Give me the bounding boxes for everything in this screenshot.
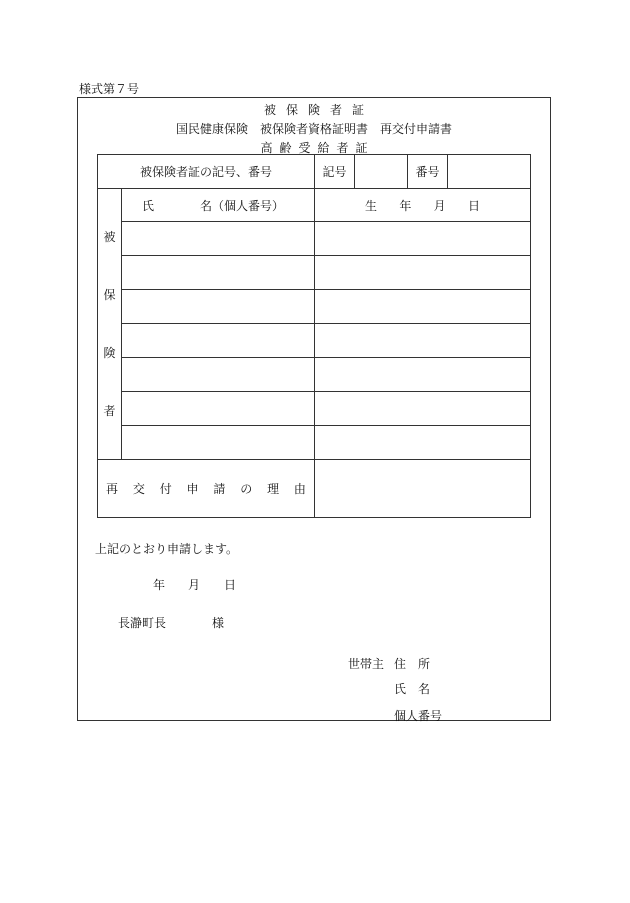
name-header-part: 名（個人番号） xyxy=(200,198,285,213)
reason-char: 請 xyxy=(213,482,226,496)
title-line-1: 被保険者証 xyxy=(263,103,374,117)
addressee: 長瀞町長 xyxy=(118,616,167,630)
side-char: 被 xyxy=(103,230,116,244)
reason-char: 由 xyxy=(293,482,306,496)
birth-header-part: 月 xyxy=(433,198,446,213)
title-line-3: 高齢受給者証 xyxy=(260,141,375,155)
birth-header-part: 生 xyxy=(365,198,378,213)
card-number-label: 被保険者証の記号、番号 xyxy=(98,155,315,189)
name-label: 氏 名 xyxy=(394,682,431,696)
bangou-label: 番号 xyxy=(408,155,448,189)
side-char: 者 xyxy=(103,404,116,418)
birthdate-field[interactable] xyxy=(315,222,531,256)
reason-char: の xyxy=(240,482,253,496)
name-field[interactable] xyxy=(122,426,315,460)
side-char: 保 xyxy=(103,288,116,302)
reason-char: 交 xyxy=(132,482,145,496)
name-field[interactable] xyxy=(122,324,315,358)
reason-char: 付 xyxy=(159,482,172,496)
reason-char: 理 xyxy=(267,482,280,496)
date-day-label: 日 xyxy=(224,578,237,592)
name-field[interactable] xyxy=(122,222,315,256)
birth-header-part: 日 xyxy=(468,198,481,213)
application-table xyxy=(97,154,531,518)
household-head-label: 世帯主 xyxy=(348,657,385,671)
birthdate-field[interactable] xyxy=(315,426,531,460)
birthdate-field[interactable] xyxy=(315,290,531,324)
name-header-part: 氏 xyxy=(142,198,155,213)
address-label: 住 所 xyxy=(394,657,431,671)
birthdate-field[interactable] xyxy=(315,324,531,358)
name-field[interactable] xyxy=(122,256,315,290)
reason-char: 申 xyxy=(186,482,199,496)
form-number: 様式第７号 xyxy=(79,82,140,96)
bangou-field[interactable] xyxy=(448,155,531,189)
name-column-header xyxy=(122,189,315,222)
side-char: 険 xyxy=(103,346,116,360)
kigou-label: 記号 xyxy=(315,155,355,189)
date-year-label: 年 xyxy=(153,578,166,592)
insured-side-label xyxy=(98,189,122,460)
birthdate-field[interactable] xyxy=(315,256,531,290)
birthdate-field[interactable] xyxy=(315,392,531,426)
name-field[interactable] xyxy=(122,358,315,392)
reason-field[interactable] xyxy=(315,460,531,518)
personal-number-label: 個人番号 xyxy=(394,709,443,723)
name-field[interactable] xyxy=(122,290,315,324)
date-month-label: 月 xyxy=(188,578,201,592)
name-field[interactable] xyxy=(122,392,315,426)
kigou-field[interactable] xyxy=(355,155,408,189)
addressee-suffix: 様 xyxy=(212,616,225,630)
title-line-2: 国民健康保険 被保険者資格証明書 再交付申請書 xyxy=(175,122,452,136)
birth-header-part: 年 xyxy=(399,198,412,213)
birthdate-field[interactable] xyxy=(315,358,531,392)
birthdate-column-header xyxy=(315,189,531,222)
application-statement: 上記のとおり申請します。 xyxy=(95,542,239,556)
reason-char: 再 xyxy=(106,482,119,496)
reason-label xyxy=(98,460,315,518)
